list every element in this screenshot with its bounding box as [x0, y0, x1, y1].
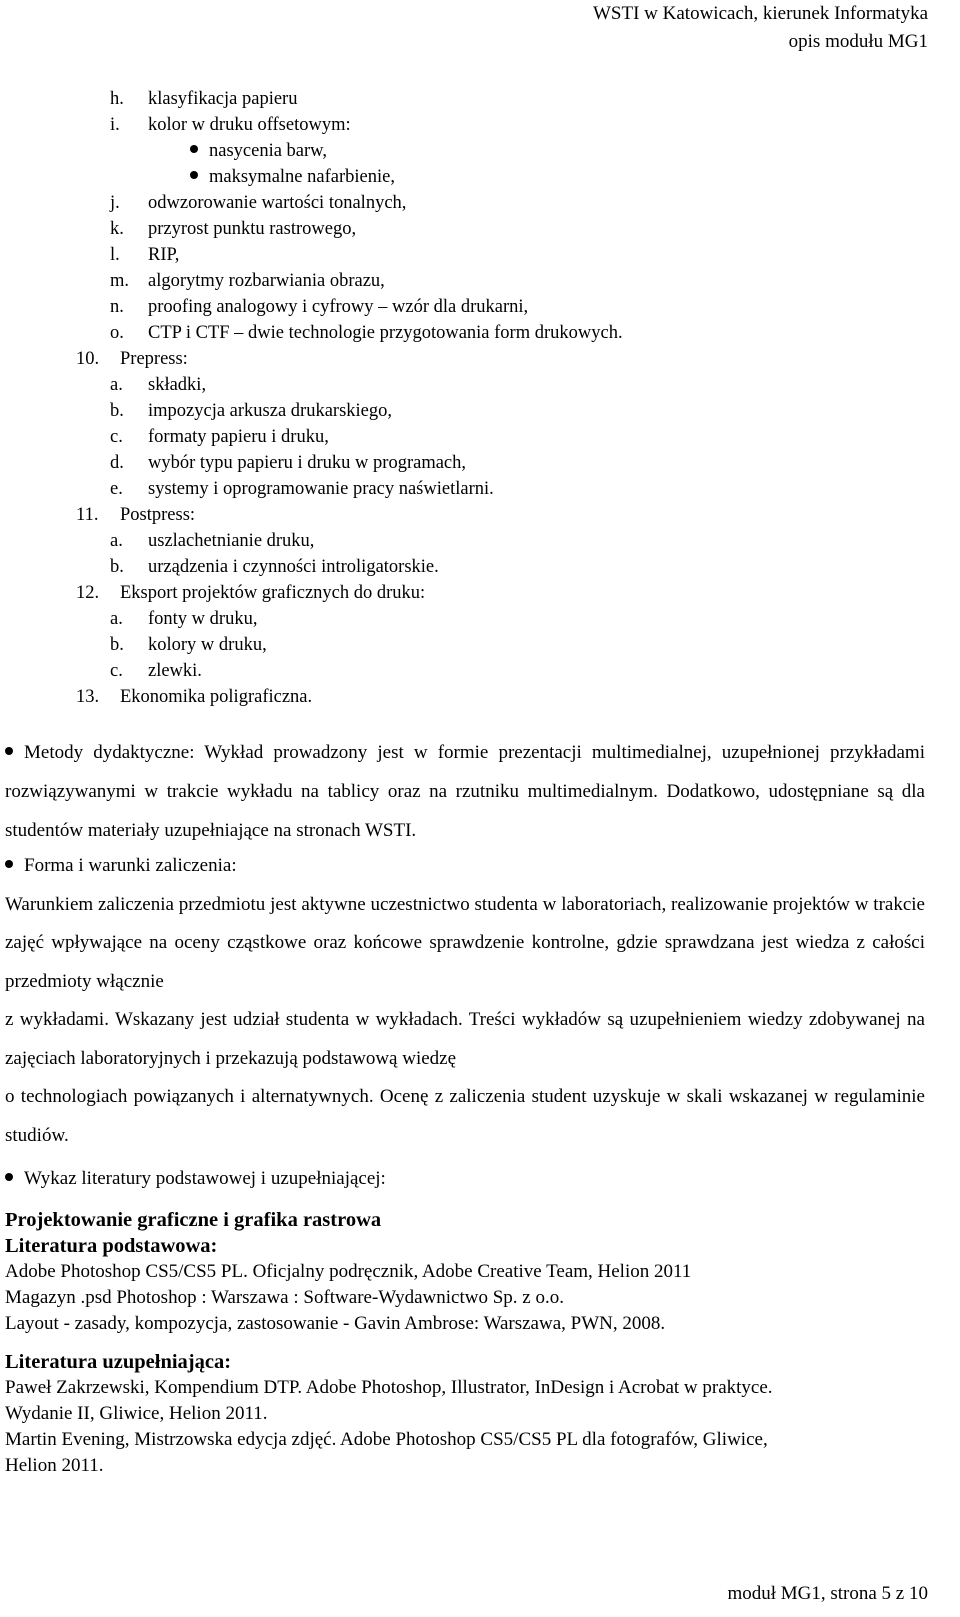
outline-marker: a.	[110, 609, 123, 629]
outline-text: kolory w druku,	[148, 635, 267, 655]
outline-marker: a.	[110, 531, 123, 551]
outline-marker: e.	[110, 479, 123, 499]
outline-text: CTP i CTF – dwie technologie przygotowania form drukowych.	[148, 323, 623, 343]
outline-item	[110, 450, 466, 476]
outline-text: Postpress:	[120, 505, 196, 525]
literature-heading-row	[5, 1166, 925, 1192]
outline-item	[110, 216, 356, 242]
bullet-icon	[190, 145, 198, 153]
basic-literature-item: Magazyn .psd Photoshop : Warszawa : Software-Wydawnictwo Sp. z o.o.	[5, 1287, 564, 1308]
outline-text: RIP,	[148, 245, 180, 265]
basic-literature-item: Adobe Photoshop CS5/CS5 PL. Oficjalny podręcznik, Adobe Creative Team, Helion 2011	[5, 1261, 692, 1282]
outline-text: zlewki.	[148, 661, 202, 681]
outline-item	[110, 476, 494, 502]
outline-marker: c.	[110, 661, 123, 681]
outline-item	[110, 632, 267, 658]
outline-text: kolor w druku offsetowym:	[148, 115, 351, 135]
outline-text: maksymalne nafarbienie,	[209, 167, 395, 187]
outline-item	[76, 684, 312, 710]
outline-text: odwzorowanie wartości tonalnych,	[148, 193, 407, 213]
supplementary-literature-item: Helion 2011.	[5, 1455, 104, 1476]
header-line-2: opis modułu MG1	[788, 31, 928, 52]
outline-text: składki,	[148, 375, 207, 395]
outline-text: Ekonomika poligraficzna.	[120, 687, 313, 707]
basic-literature-item: Layout - zasady, kompozycja, zastosowanie - Gavin Ambrose: Warszawa, PWN, 2008.	[5, 1313, 666, 1334]
outline-marker: b.	[110, 557, 124, 577]
outline-marker: j.	[110, 193, 120, 213]
outline-marker: k.	[110, 219, 124, 239]
outline-marker: b.	[110, 635, 124, 655]
outline-text: wybór typu papieru i druku w programach,	[148, 453, 467, 473]
outline-marker: l.	[110, 245, 120, 265]
methods-paragraph	[5, 733, 925, 850]
outline-item	[110, 372, 206, 398]
outline-marker: b.	[110, 401, 124, 421]
outline-text: systemy i oprogramowanie pracy naświetlarni.	[148, 479, 494, 499]
outline-text: formaty papieru i druku,	[148, 427, 329, 447]
header-line-1: WSTI w Katowicach, kierunek Informatyka	[592, 3, 928, 24]
page-header	[593, 0, 928, 56]
literature-list	[5, 1207, 930, 1479]
outline-marker: a.	[110, 375, 123, 395]
outline-text: klasyfikacja papieru	[148, 89, 298, 109]
outline-marker: 13.	[76, 687, 100, 707]
outline-item	[110, 528, 314, 554]
outline-item	[110, 242, 179, 268]
outline-item	[110, 190, 406, 216]
outline-text: urządzenia i czynności introligatorskie.	[148, 557, 439, 577]
course-title: Projektowanie graficzne i grafika rastrowa	[5, 1209, 382, 1231]
assessment-section	[5, 847, 925, 1155]
outline-text: nasycenia barw,	[209, 141, 327, 161]
outline-item	[190, 138, 327, 164]
assessment-paragraph-1: Warunkiem zaliczenia przedmiotu jest aktywne uczestnictwo studenta w laboratoriach, realizowanie projektów w trakcie zajęć wpływające na oceny cząstkowe oraz końcowe sprawdzenie kontrolne, gdzie sprawdzana jest wiedza z całości przedmioty włącznie	[5, 893, 925, 992]
outline-item	[110, 294, 528, 320]
outline-item	[76, 346, 188, 372]
outline-text: fonty w druku,	[148, 609, 258, 629]
outline-item	[110, 320, 623, 346]
outline-marker: n.	[110, 297, 124, 317]
outline-marker: o.	[110, 323, 124, 343]
bullet-icon	[190, 171, 198, 179]
bullet-icon	[5, 1173, 13, 1181]
supplementary-literature-item: Wydanie II, Gliwice, Helion 2011.	[5, 1403, 268, 1424]
outline-marker: i.	[110, 115, 120, 135]
outline-text: uszlachetnianie druku,	[148, 531, 315, 551]
outline-item	[110, 606, 257, 632]
outline-item	[110, 424, 329, 450]
outline-item	[110, 86, 297, 112]
outline-item	[110, 268, 385, 294]
page-footer: moduł MG1, strona 5 z 10	[727, 1583, 928, 1604]
bullet-icon	[5, 860, 13, 868]
outline-item	[110, 554, 439, 580]
outline-text: impozycja arkusza drukarskiego,	[148, 401, 393, 421]
outline-item	[110, 658, 202, 684]
assessment-paragraph-3: o technologiach powiązanych i alternatywnych. Ocenę z zaliczenia student uzyskuje w skali wskazanej w regulaminie studiów.	[5, 1086, 925, 1146]
outline-item	[110, 398, 392, 424]
bullet-icon	[5, 747, 13, 755]
outline-text: proofing analogowy i cyfrowy – wzór dla drukarni,	[148, 297, 529, 317]
outline-marker: c.	[110, 427, 123, 447]
supplementary-literature-item: Martin Evening, Mistrzowska edycja zdjęć. Adobe Photoshop CS5/CS5 PL dla fotografów, Gliwice,	[5, 1429, 768, 1450]
outline-marker: 11.	[76, 505, 99, 525]
outline-text: algorytmy rozbarwiania obrazu,	[148, 271, 385, 291]
outline-item	[190, 164, 395, 190]
outline-item	[76, 580, 425, 606]
outline-item	[76, 502, 195, 528]
basic-literature-label: Literatura podstawowa:	[5, 1235, 218, 1257]
outline-marker: d.	[110, 453, 124, 473]
outline-text: przyrost punktu rastrowego,	[148, 219, 357, 239]
outline-marker: m.	[110, 271, 130, 291]
outline-marker: h.	[110, 89, 124, 109]
outline-item	[110, 112, 351, 138]
literature-heading: Wykaz literatury podstawowej i uzupełniającej:	[24, 1168, 386, 1189]
outline-text: Eksport projektów graficznych do druku:	[120, 583, 426, 603]
supplementary-literature-label: Literatura uzupełniająca:	[5, 1351, 232, 1373]
assessment-heading: Forma i warunki zaliczenia:	[5, 847, 925, 886]
outline-marker: 10.	[76, 349, 100, 369]
outline-text: Prepress:	[120, 349, 188, 369]
assessment-paragraph-2: z wykładami. Wskazany jest udział studenta w wykładach. Treści wykładów są uzupełnieniem wiedzy zdobywanej na zajęciach laboratoryjnych i przekazują podstawową wiedzę	[5, 1009, 925, 1069]
methods-section	[5, 733, 925, 850]
methods-text: Metody dydaktyczne: Wykład prowadzony jest w formie prezentacji multimedialnej, uzupełnionej przykładami rozwiązywanymi w trakcie wykładu na tablicy oraz na rzutniku multimedialnym. Dodatkowo, udostępniane są dla studentów materiały uzupełniające na stronach WSTI.	[5, 742, 925, 841]
outline-marker: 12.	[76, 583, 100, 603]
supplementary-literature-item: Paweł Zakrzewski, Kompendium DTP. Adobe Photoshop, Illustrator, InDesign i Acrobat w praktyce.	[5, 1377, 773, 1398]
